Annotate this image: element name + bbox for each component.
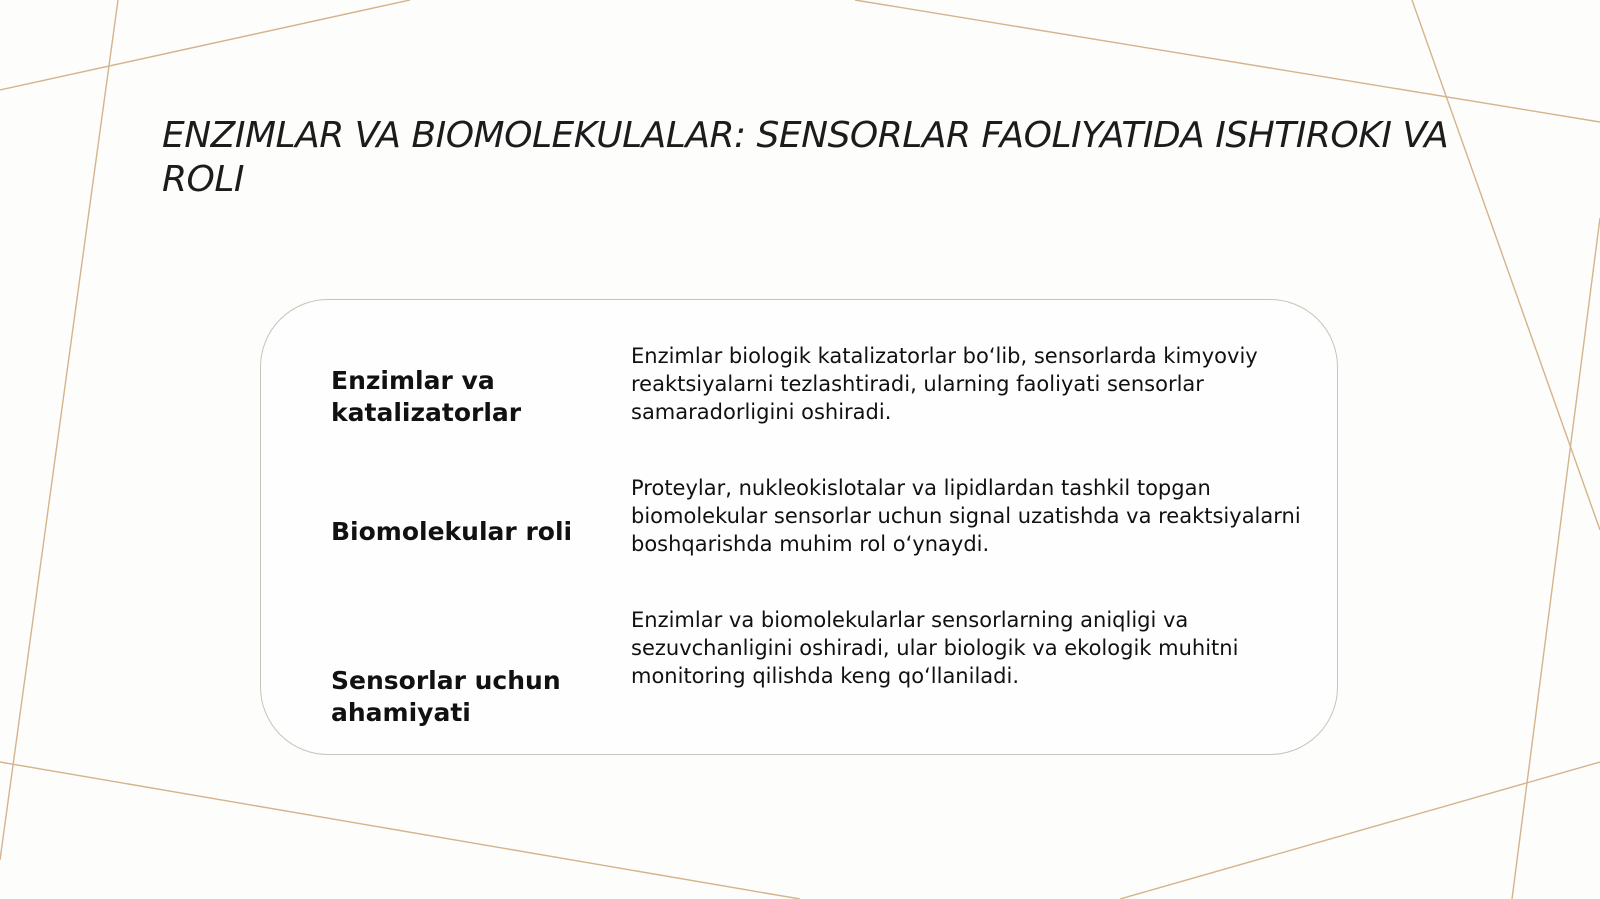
decorative-line [1120,762,1600,899]
row-description-biomolecular-role: Proteylar, nukleokislotalar va lipidlardan tashkil topgan biomolekular sensorlar uchun signal uzatishda va reaktsiyalarni boshqarishda muhim rol o‘ynaydi. [631,476,1301,556]
row-description-enzymes: Enzimlar biologik katalizatorlar bo‘lib, sensorlarda kimyoviy reaktsiyalarni tezlashtiradi, ularning faoliyati sensorlar samaradorligini oshiradi. [631,344,1258,424]
row-label-importance: Sensorlar uchun ahamiyati [331,666,561,727]
decorative-line [0,762,800,899]
row-description-importance: Enzimlar va biomolekularlar sensorlarning aniqligi va sezuvchanligini oshiradi, ular biologik va ekologik muhitni monitoring qilishda keng qo‘llaniladi. [631,608,1239,688]
row-label-biomolecular-role: Biomolekular roli [331,517,573,546]
decorative-line [0,0,410,90]
slide-title: ENZIMLAR VA BIOMOLEKULALAR: SENSORLAR FAOLIYATIDA ISHTIROKI VA ROLI [162,115,1449,200]
decorative-line [0,0,118,860]
row-label-enzymes: Enzimlar va katalizatorlar [331,366,522,427]
decorative-line [855,0,1600,122]
decorative-line [1412,0,1600,530]
